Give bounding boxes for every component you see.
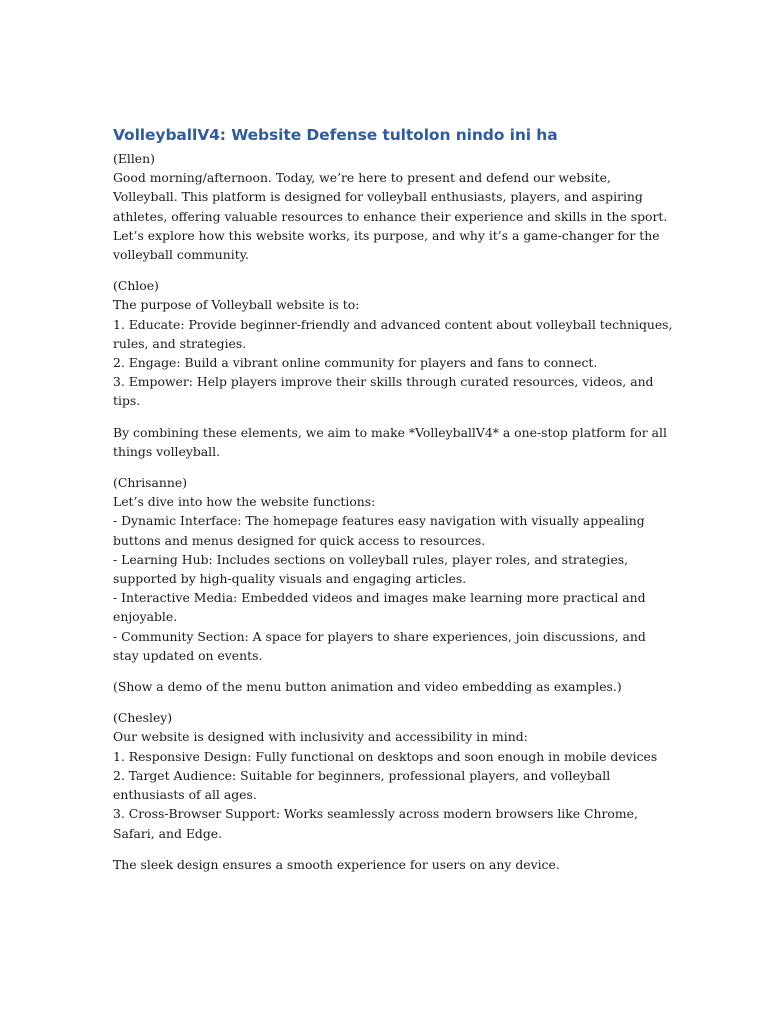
- section-chesley: [113, 708, 673, 842]
- list-item: 1. Educate: Provide beginner-friendly and advanced content about volleyball techniques, rules, and strategies.: [113, 316, 673, 351]
- paragraph: Let’s dive into how the website functions:: [113, 494, 376, 510]
- document-title: VolleyballV4: Website Defense tultolon nindo ini ha: [113, 126, 558, 144]
- list-item: 2. Engage: Build a vibrant online community for players and fans to connect.: [113, 355, 598, 371]
- speaker-label: (Chrisanne): [113, 475, 188, 491]
- section-summary: [113, 423, 673, 461]
- list-item: - Dynamic Interface: The homepage features easy navigation with visually appealing buttons and menus designed for quick access to resources.: [113, 513, 645, 548]
- speaker-label: (Ellen): [113, 151, 155, 166]
- section-chloe: [113, 276, 673, 410]
- section-ellen: [113, 149, 673, 264]
- speaker-label: (Chloe): [113, 278, 159, 294]
- list-item: - Learning Hub: Includes sections on volleyball rules, player roles, and strategies, supported by high-quality visuals and engaging articles.: [113, 551, 629, 587]
- list-item: 3. Cross-Browser Support: Works seamlessly across modern browsers like Chrome, Safari, and Edge.: [113, 806, 638, 841]
- section-closing: [113, 855, 673, 874]
- list-item: 2. Target Audience: Suitable for beginners, professional players, and volleyball enthusiasts of all ages.: [113, 767, 611, 803]
- paragraph: By combining these elements, we aim to make *VolleyballV4* a one-stop platform for all things volleyball.: [113, 424, 667, 459]
- paragraph: Our website is designed with inclusivity and accessibility in mind:: [113, 729, 528, 745]
- section-demo-note: [113, 677, 673, 696]
- list-item: - Community Section: A space for players to share experiences, join discussions, and stay updated on events.: [113, 628, 646, 663]
- document-page: [113, 124, 673, 886]
- list-item: - Interactive Media: Embedded videos and images make learning more practical and enjoyable.: [113, 590, 646, 625]
- paragraph: Good morning/afternoon. Today, we’re here to present and defend our website, Volleyball. This platform is designed for volleyball enthusiasts, players, and aspiring athletes, offering valuable resources to enhance their experience and skills in the sport.: [113, 170, 668, 224]
- paragraph: (Show a demo of the menu button animation and video embedding as examples.): [113, 679, 622, 695]
- paragraph: Let’s explore how this website works, its purpose, and why it’s a game-changer for the volleyball community.: [113, 227, 660, 263]
- list-item: 3. Empower: Help players improve their skills through curated resources, videos, and tips.: [113, 374, 654, 409]
- speaker-label: (Chesley): [113, 710, 173, 726]
- list-item: 1. Responsive Design: Fully functional on desktops and soon enough in mobile devices: [113, 748, 658, 764]
- section-chrisanne: [113, 473, 673, 665]
- paragraph: The purpose of Volleyball website is to:: [113, 297, 360, 313]
- paragraph: The sleek design ensures a smooth experience for users on any device.: [113, 856, 560, 872]
